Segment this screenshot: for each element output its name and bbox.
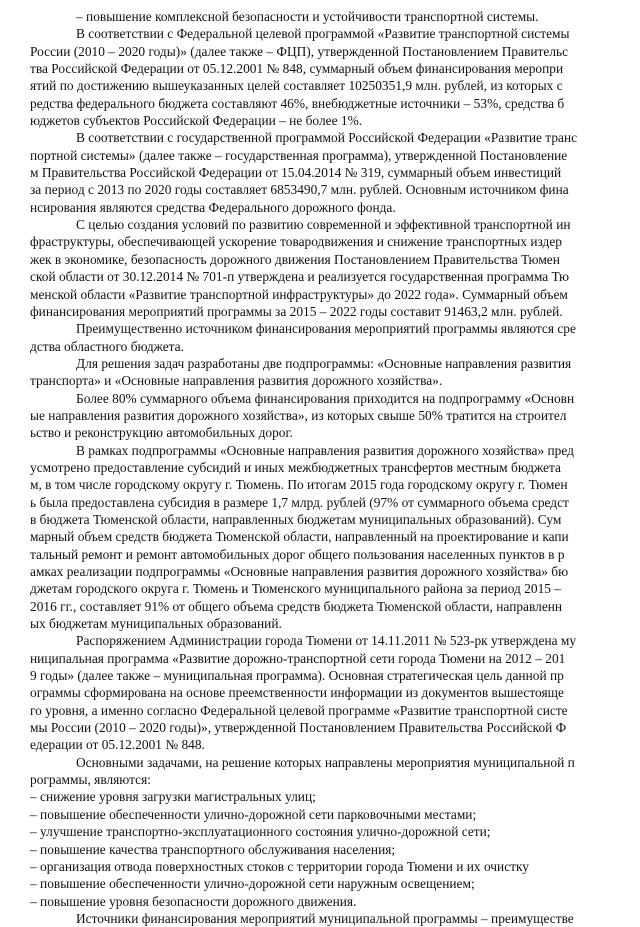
paragraph-first-line: В рамках подпрограммы «Основные направления развития дорожного хозяйства» пред — [76, 442, 574, 458]
paragraph-first-line: Более 80% суммарного объема финансирования приходится на подпрограмму «Основн — [76, 390, 575, 406]
text-line: дства областного бюджета. — [30, 338, 184, 354]
text-line: финансирования мероприятий программы за 2015 – 2022 годы составит 91463,2 млн. рублей. — [30, 303, 563, 319]
text-line: рограммы, являются: — [30, 772, 151, 788]
text-line: ниципальная программа «Развитие дорожно-транспортной сети города Тюмени на 2012 – 201 — [30, 650, 566, 666]
text-line: фраструктуры, обеспечивающей ускорение товародвижения и снижение транспортных издер — [30, 234, 563, 250]
text-line: за период с 2013 по 2020 годы составляет 6853490,7 млн. рублей. Основным источником фина — [30, 182, 569, 198]
text-line: тальный ремонт и ремонт автомобильных дорог общего пользования населенных пунктов в р — [30, 546, 565, 562]
text-line: портной системы» (далее также – государственная программа), утвержденной Постановление — [30, 147, 568, 163]
text-line: марный объем средств бюджета Тюменской области, направленный на проектирование и капи — [30, 529, 569, 545]
text-line: ьство и реконструкцию автомобильных дорог. — [30, 425, 293, 441]
text-line: ятий по достижению вышеуказанных целей составляет 10250351,9 млн. рублей, из которых с — [30, 78, 563, 94]
paragraph-first-line: С целью создания условий по развитию современной и эффективной транспортной ин — [76, 217, 571, 233]
list-item: – повышение обеспеченности улично-дорожной сети наружным освещением; — [30, 876, 475, 892]
text-line: ской области от 30.12.2014 № 701-п утверждена и реализуется государственная программа Тю — [30, 269, 570, 285]
list-item: – снижение уровня загрузки магистральных улиц; — [30, 789, 316, 805]
text-line: амках реализации подпрограммы «Основные направления развития дорожного хозяйства» бю — [30, 564, 569, 579]
text-line: России (2010 – 2020 годы)» (далее также – ФЦП), утвержденной Постановлением Правительс — [30, 43, 569, 59]
text-line: ь была предоставлена субсидия в размере 1,7 млрд. рублей (97% от суммарного объема средст — [30, 494, 569, 510]
list-item: – повышение уровня безопасности дорожного движения. — [30, 893, 357, 909]
text-line: – повышение комплексной безопасности и устойчивости транспортной системы. — [76, 9, 539, 24]
text-line: усмотрено предоставление субсидий и иных межбюджетных трансфертов местным бюджета — [30, 459, 561, 475]
list-item: – улучшение транспортно-эксплуатационного состояния улично-дорожной сети; — [30, 824, 491, 840]
text-line: жек в экономике, безопасность дорожного движения Постановлением Правительства Тюмен — [30, 251, 560, 267]
text-line: ые направления развития дорожного хозяйства», из которых свыше 50% тратится на строител — [30, 407, 567, 423]
text-line: м, в том числе городскому округу г. Тюмень. По итогам 2015 года городскому округу г. Тюмен — [30, 477, 568, 493]
text-line: редства федерального бюджета составляют 46%, внебюджетные источники – 53%, средства б — [30, 95, 565, 111]
paragraph-first-line: В соответствии с Федеральной целевой программой «Развитие транспортной системы — [76, 26, 570, 42]
paragraph-first-line: В соответствии с государственной программой Российской Федерации «Развитие транс — [76, 130, 578, 146]
text-line: мы России (2010 – 2020 годы)», утвержденной Постановлением Правительства Российской Ф — [30, 720, 567, 736]
text-line: менской области «Развитие транспортной инфраструктуры» до 2022 года». Суммарный объем — [30, 286, 568, 302]
list-item: – организация отвода поверхностных стоков с территории города Тюмени и их очистку — [30, 858, 529, 874]
text-line: ограммы сформирована на основе преемственности информации из документов вышестояще — [30, 685, 564, 701]
list-item: – повышение обеспеченности улично-дорожной сети парковочными местами; — [30, 806, 477, 822]
paragraph-first-line: Преимущественно источником финансирования мероприятий программы являются сре — [76, 321, 576, 337]
text-line: едерации от 05.12.2001 № 848. — [30, 737, 205, 753]
text-line: нсирования являются средства Федерального дорожного фонда. — [30, 199, 396, 215]
text-line: джетам городского округа г. Тюмень и Тюменского муниципального района за период 2015 – — [30, 581, 562, 597]
paragraph-first-line: Источники финансирования мероприятий муниципальной программы – преимуществе — [76, 910, 574, 926]
text-line: в бюджета Тюменской области, направленных бюджетам муниципальных образований). Сум — [30, 511, 562, 527]
text-line: юджетов субъектов Российской Федерации – не более 1%. — [30, 113, 363, 129]
text-line: 2016 гг., составляет 91% от общего объема средств бюджета Тюменской области, направленн — [30, 598, 563, 614]
list-item: – повышение качества транспортного обслуживания населения; — [30, 841, 396, 857]
paragraph-first-line: Распоряжением Администрации города Тюмени от 14.11.2011 № 523-рк утверждена му — [76, 633, 577, 649]
paragraph-first-line: Для решения задач разработаны две подпрограммы: «Основные направления развития — [76, 355, 572, 371]
text-line: го уровня, а именно согласно Федеральной целевой программе «Развитие транспортной систе — [30, 702, 568, 718]
text-line: транспорта» и «Основные направления развития дорожного хозяйства». — [30, 373, 443, 389]
text-line: тва Российской Федерации от 05.12.2001 № 848, суммарный объем финансирования меропри — [30, 61, 564, 77]
paragraph-first-line: Основными задачами, на решение которых направлены мероприятия муниципальной п — [76, 754, 575, 770]
text-line: 9 годы» (далее также – муниципальная программа). Основная стратегическая цель данной пр — [30, 668, 564, 684]
text-line: ых бюджетам муниципальных образований. — [30, 616, 282, 632]
text-line: м Правительства Российской Федерации от 15.04.2014 № 319, суммарный объем инвестиций — [30, 165, 562, 181]
